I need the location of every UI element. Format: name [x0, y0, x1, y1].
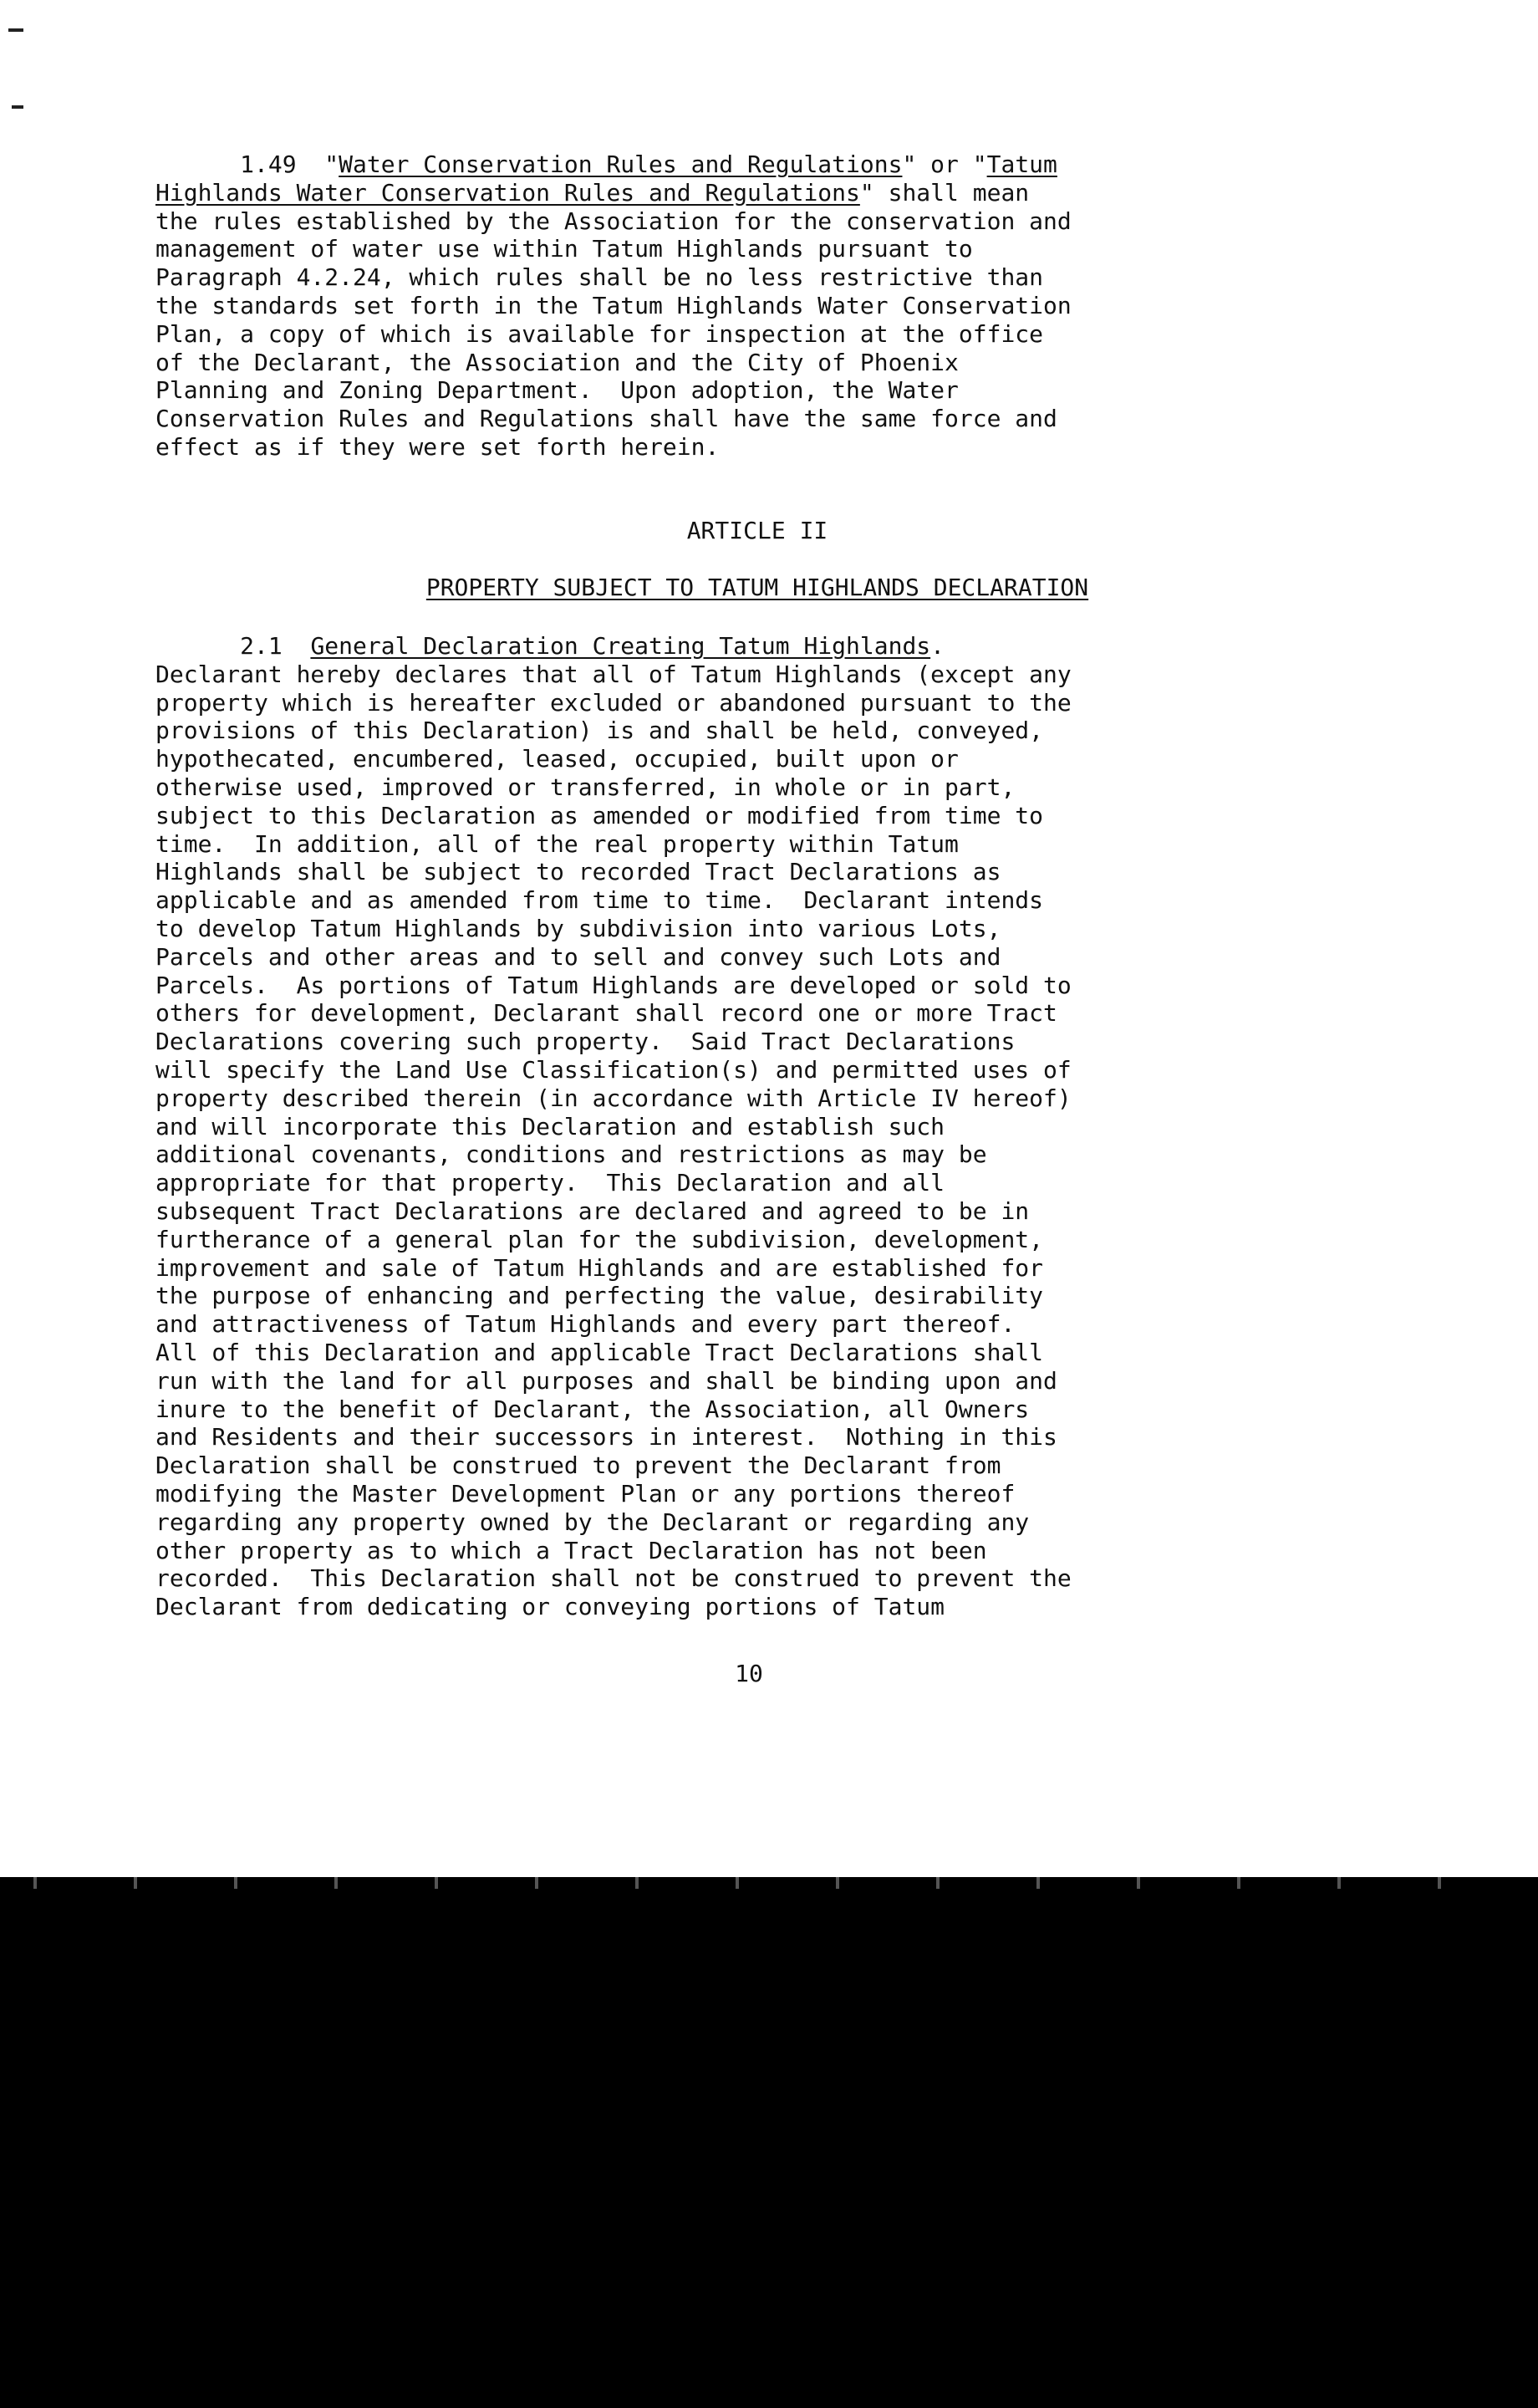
section-2-1-line: improvement and sale of Tatum Highlands and are established for [155, 1253, 1044, 1282]
section-2-1-line: subject to this Declaration as amended or modified from time to [155, 801, 1044, 829]
section-2-1-line: provisions of this Declaration) is and shall be held, conveyed, [155, 717, 1044, 745]
section-2-1-title: General Declaration Creating Tatum Highlands [310, 632, 931, 660]
section-2-1-line: run with the land for all purposes and shall be binding upon and [155, 1366, 1057, 1395]
section-1-49-line: Plan, a copy of which is available for inspection at the office [155, 319, 1044, 348]
section-2-1-line: All of this Declaration and applicable Tract Declarations shall [155, 1338, 1044, 1366]
section-2-1-line: Parcels. As portions of Tatum Highlands are developed or sold to [155, 971, 1072, 999]
section-1-49-title-2-start: Tatum [986, 150, 1057, 178]
section-2-1-line: Declarant hereby declares that all of Tatum Highlands (except any [155, 660, 1072, 688]
page-number: 10 [735, 1660, 763, 1687]
section-2-1-line: Declarations covering such property. Said Tract Declarations [155, 1028, 1016, 1056]
section-2-1-line: property described therein (in accordance with Article IV hereof) [155, 1084, 1072, 1112]
section-2-1-line: Parcels and other areas and to sell and convey such Lots and [155, 942, 1001, 971]
section-2-1-line: will specify the Land Use Classification(s) and permitted uses of [155, 1055, 1072, 1084]
article-subtitle: PROPERTY SUBJECT TO TATUM HIGHLANDS DECLARATION [425, 574, 1089, 601]
section-2-1-line: other property as to which a Tract Declaration has not been [155, 1536, 987, 1564]
section-2-1-line: others for development, Declarant shall record one or more Tract [155, 999, 1057, 1028]
section-2-1-line: appropriate for that property. This Declaration and all [155, 1169, 945, 1197]
section-1-49-line-2-tail: " shall mean [859, 178, 1030, 207]
section-2-1 [155, 632, 1359, 1621]
section-2-1-line: property which is hereafter excluded or abandoned pursuant to the [155, 688, 1072, 717]
section-2-1-line: time. In addition, all of the real property within Tatum [155, 829, 959, 858]
section-1-49-number: 1.49 " [155, 150, 339, 178]
section-2-1-line: otherwise used, improved or transferred, in whole or in part, [155, 773, 1016, 801]
section-1-49-line: Paragraph 4.2.24, which rules shall be no less restrictive than [155, 263, 1044, 292]
section-2-1-line: Highlands shall be subject to recorded Tract Declarations as [155, 858, 1001, 886]
section-2-1-line: furtherance of a general plan for the subdivision, development, [155, 1225, 1044, 1253]
section-2-1-line: subsequent Tract Declarations are declared and agreed to be in [155, 1196, 1030, 1225]
section-2-1-line: and will incorporate this Declaration and establish such [155, 1112, 945, 1140]
section-2-1-title-tail: . [930, 632, 945, 660]
section-1-49-line: the rules established by the Association for the conservation and [155, 207, 1072, 235]
section-2-1-line: to develop Tatum Highlands by subdivision into various Lots, [155, 914, 1001, 942]
scan-speck [8, 28, 23, 32]
section-2-1-line: and attractiveness of Tatum Highlands and every part thereof. [155, 1310, 1016, 1339]
scan-speck [12, 105, 23, 109]
scan-border [0, 1877, 1538, 1889]
section-1-49-line: the standards set forth in the Tatum Highlands Water Conservation [155, 291, 1072, 319]
section-1-49 [155, 150, 1359, 462]
section-2-1-line: hypothecated, encumbered, leased, occupied, built upon or [155, 745, 959, 773]
section-1-49-title-1: Water Conservation Rules and Regulations [339, 150, 903, 178]
section-2-1-line: modifying the Master Development Plan or any portions thereof [155, 1479, 1016, 1508]
section-1-49-title-2-end: Highlands Water Conservation Rules and Regulations [155, 178, 860, 207]
section-1-49-line: of the Declarant, the Association and the City of Phoenix [155, 348, 959, 376]
section-2-1-line: the purpose of enhancing and perfecting the value, desirability [155, 1282, 1044, 1310]
section-2-1-line: and Residents and their successors in interest. Nothing in this [155, 1423, 1057, 1451]
section-2-1-line: inure to the benefit of Declarant, the Association, all Owners [155, 1395, 1030, 1423]
section-2-1-line: additional covenants, conditions and restrictions as may be [155, 1140, 987, 1169]
article-heading: ARTICLE II [686, 517, 828, 544]
section-2-1-line: Declarant from dedicating or conveying portions of Tatum [155, 1593, 945, 1621]
section-2-1-number: 2.1 [155, 632, 311, 660]
section-2-1-line: applicable and as amended from time to time. Declarant intends [155, 886, 1044, 915]
section-1-49-line: Conservation Rules and Regulations shall have the same force and [155, 405, 1057, 433]
section-2-1-line: regarding any property owned by the Declarant or regarding any [155, 1508, 1030, 1536]
section-1-49-line: effect as if they were set forth herein. [155, 432, 720, 461]
section-2-1-line: Declaration shall be construed to prevent the Declarant from [155, 1451, 1001, 1480]
section-2-1-line: recorded. This Declaration shall not be construed to prevent the [155, 1564, 1072, 1593]
section-1-49-line: Planning and Zoning Department. Upon adoption, the Water [155, 376, 959, 405]
section-1-49-line: management of water use within Tatum Highlands pursuant to [155, 235, 973, 263]
section-1-49-connector: " or " [902, 150, 987, 178]
